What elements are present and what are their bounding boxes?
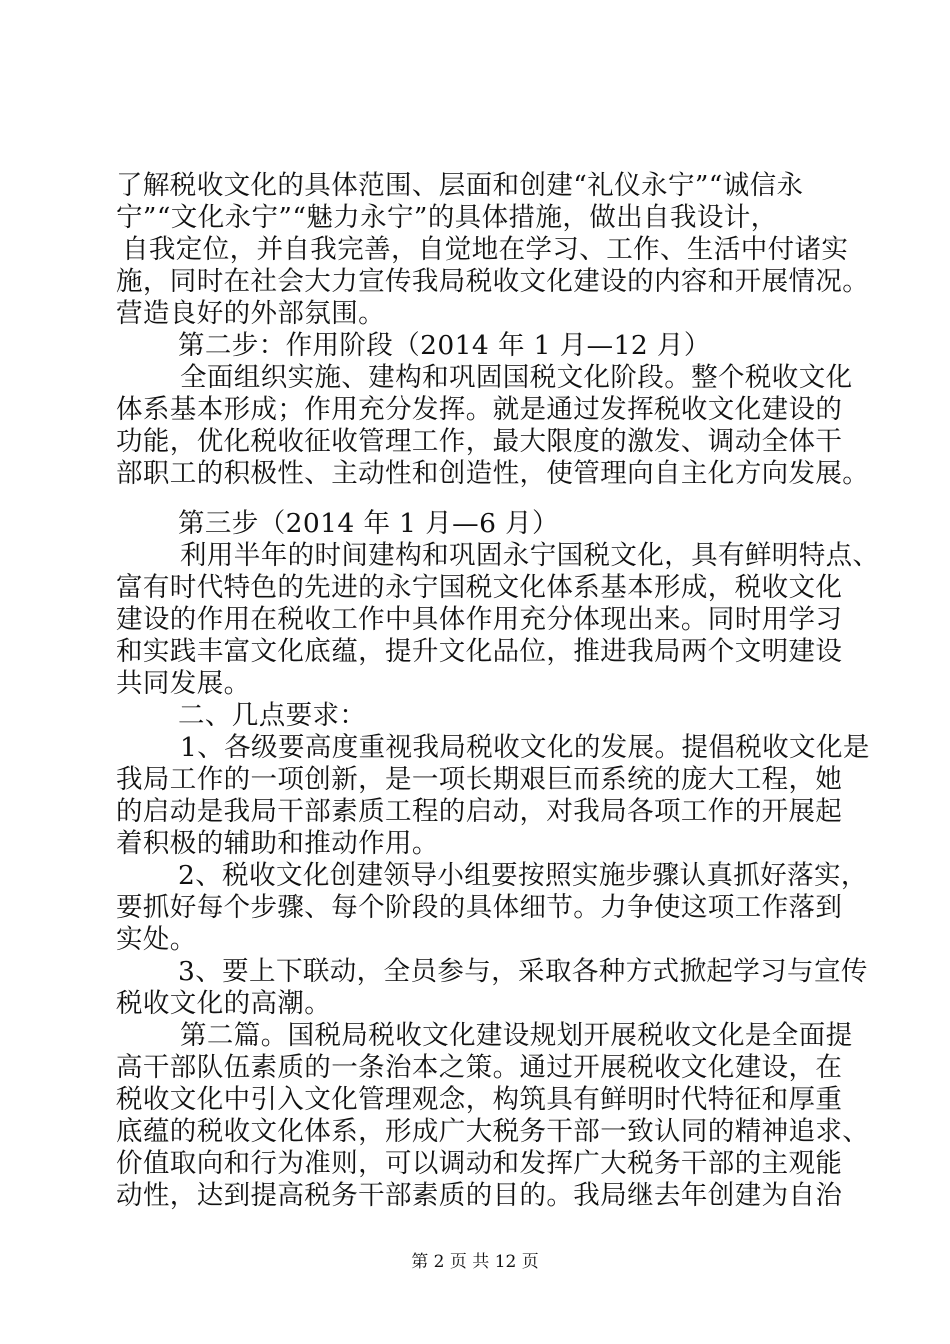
- body-line: 动性，达到提高税务干部素质的目的。我局继去年创建为自治: [116, 1180, 843, 1211]
- body-line: 底蕴的税收文化体系，形成广大税务干部一致认同的精神追求、: [116, 1116, 870, 1147]
- body-line: 体系基本形成；作用充分发挥。就是通过发挥税收文化建设的: [116, 394, 843, 425]
- body-line: 施，同时在社会大力宣传我局税收文化建设的内容和开展情况。: [116, 266, 870, 297]
- body-line: 2、税收文化创建领导小组要按照实施步骤认真抓好落实，: [178, 860, 868, 891]
- body-line: 第二篇。国税局税收文化建设规划开展税收文化是全面提: [180, 1020, 853, 1051]
- section-heading: 二、几点要求：: [178, 700, 367, 731]
- body-line: 了解税收文化的具体范围、层面和创建“礼仪永宁”“诚信永: [116, 170, 804, 201]
- section-heading: 第二步：作用阶段（2014 年 1 月—12 月）: [178, 330, 711, 361]
- body-line: 税收文化的高潮。: [116, 988, 332, 1019]
- body-line: 的启动是我局干部素质工程的启动，对我局各项工作的开展起: [116, 796, 843, 827]
- page-footer: 第 2 页 共 12 页: [411, 1252, 539, 1272]
- body-line: 1、各级要高度重视我局税收文化的发展。提倡税收文化是: [180, 732, 870, 763]
- body-line: 全面组织实施、建构和巩固国税文化阶段。整个税收文化: [180, 362, 853, 393]
- body-line: 要抓好每个步骤、每个阶段的具体细节。力争使这项工作落到: [116, 892, 843, 923]
- body-line: 富有时代特色的先进的永宁国税文化体系基本形成，税收文化: [116, 572, 843, 603]
- body-line: 共同发展。: [116, 668, 251, 699]
- body-line: 建设的作用在税收工作中具体作用充分体现出来。同时用学习: [116, 604, 843, 635]
- body-line: 我局工作的一项创新，是一项长期艰巨而系统的庞大工程，她: [116, 764, 843, 795]
- body-line: 利用半年的时间建构和巩固永宁国税文化，具有鲜明特点、: [180, 540, 880, 571]
- body-line: 自我定位，并自我完善，自觉地在学习、工作、生活中付诸实: [122, 234, 849, 265]
- body-line: 价值取向和行为准则，可以调动和发挥广大税务干部的主观能: [116, 1148, 843, 1179]
- section-heading: 第三步（2014 年 1 月—6 月）: [178, 508, 559, 539]
- body-line: 宁”“文化永宁”“魅力永宁”的具体措施，做出自我设计，: [116, 202, 778, 233]
- body-line: 税收文化中引入文化管理观念，构筑具有鲜明时代特征和厚重: [116, 1084, 843, 1115]
- body-line: 实处。: [116, 924, 197, 955]
- body-line: 部职工的积极性、主动性和创造性，使管理向自主化方向发展。: [116, 458, 870, 489]
- body-line: 功能，优化税收征收管理工作，最大限度的激发、调动全体干: [116, 426, 843, 457]
- body-line: 3、要上下联动，全员参与，采取各种方式掀起学习与宣传: [178, 956, 868, 987]
- body-line: 和实践丰富文化底蕴，提升文化品位，推进我局两个文明建设: [116, 636, 843, 667]
- body-line: 营造良好的外部氛围。: [116, 298, 385, 329]
- body-line: 高干部队伍素质的一条治本之策。通过开展税收文化建设，在: [116, 1052, 843, 1083]
- body-line: 着积极的辅助和推动作用。: [116, 828, 439, 859]
